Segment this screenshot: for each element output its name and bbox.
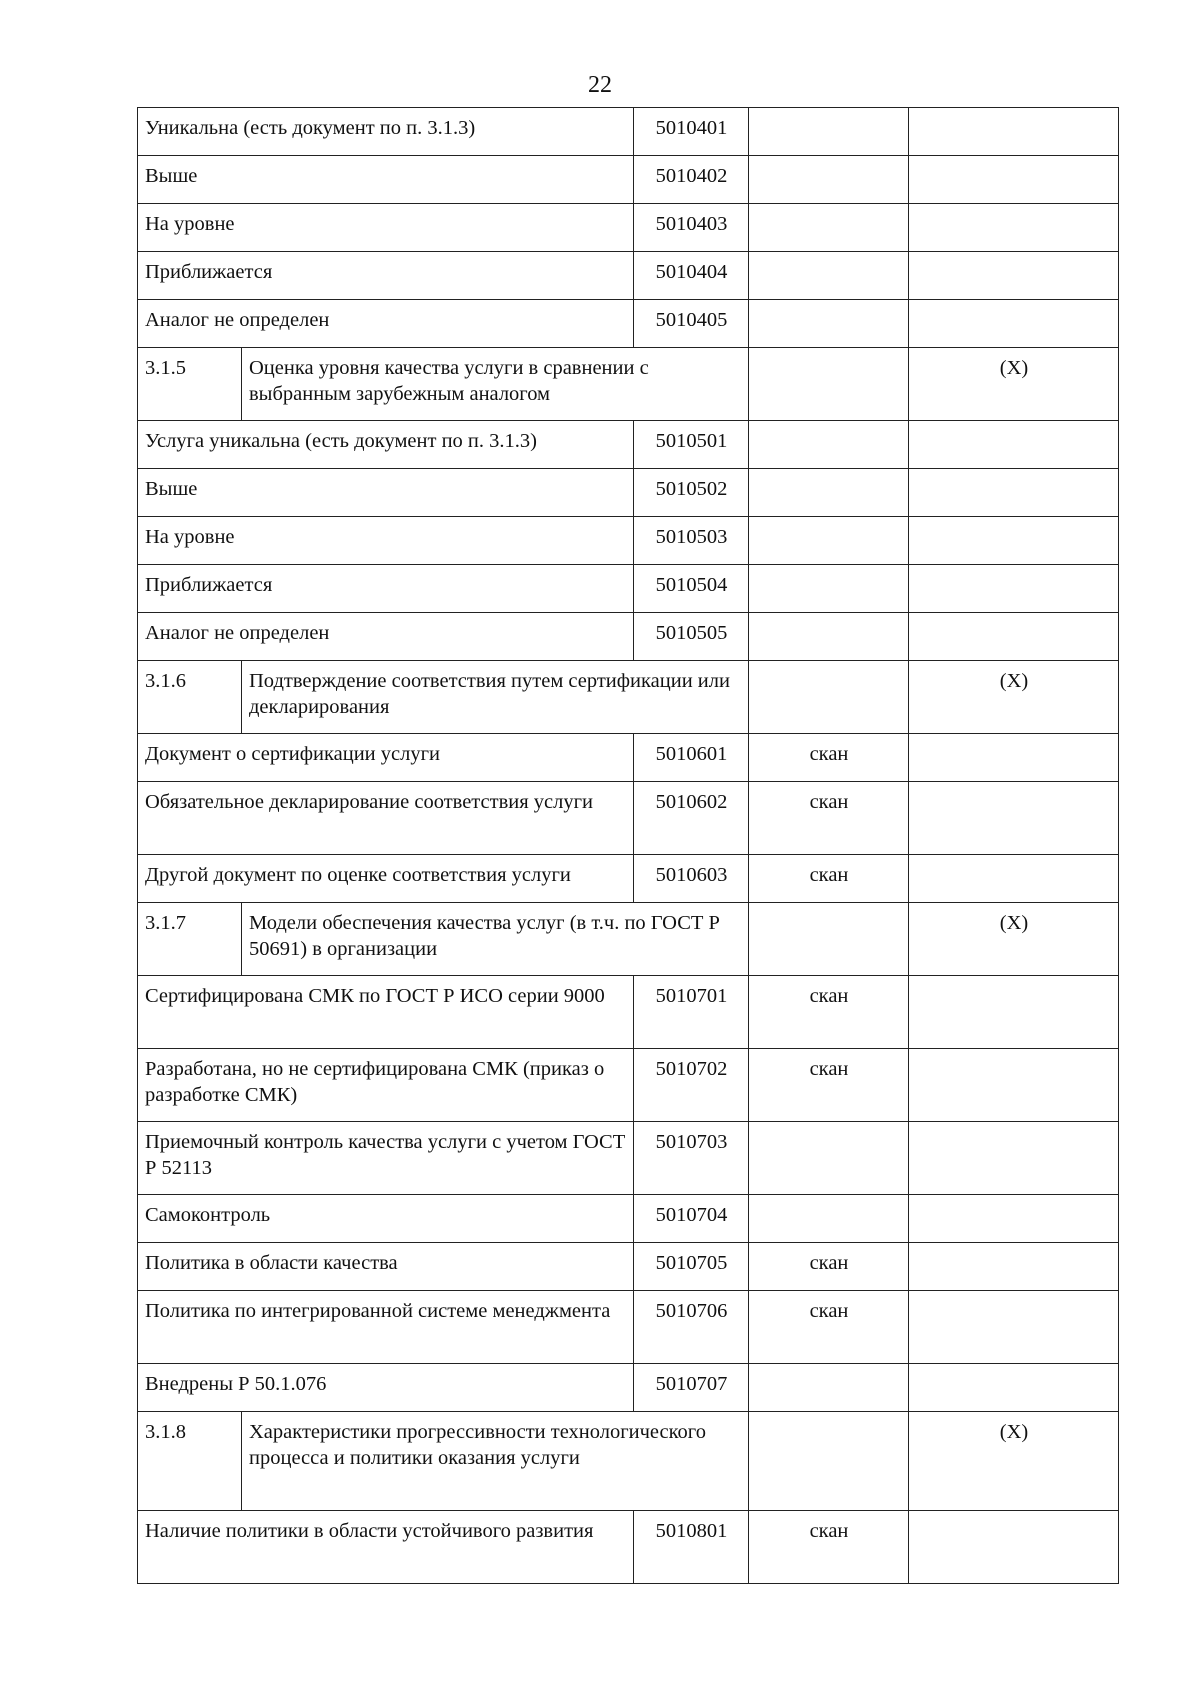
section-number: 3.1.5 [138, 348, 242, 421]
item-row [138, 1049, 1119, 1122]
empty-cell [909, 469, 1119, 517]
scan-mark [749, 156, 909, 204]
item-label: Аналог не определен [138, 300, 634, 348]
item-label: Выше [138, 469, 634, 517]
scan-mark: скан [749, 1049, 909, 1122]
empty-cell [909, 976, 1119, 1049]
empty-cell [909, 517, 1119, 565]
section-title: Подтверждение соответствия путем сертификации или декларирования [242, 661, 749, 734]
item-code: 5010401 [634, 108, 749, 156]
empty-cell [749, 661, 909, 734]
empty-cell [749, 1412, 909, 1511]
item-label: На уровне [138, 517, 634, 565]
empty-cell [909, 421, 1119, 469]
applicability-mark: (Х) [909, 348, 1119, 421]
section-title: Модели обеспечения качества услуг (в т.ч. по ГОСТ Р 50691) в организации [242, 903, 749, 976]
empty-cell [909, 1291, 1119, 1364]
scan-mark: скан [749, 976, 909, 1049]
scan-mark [749, 613, 909, 661]
section-number: 3.1.7 [138, 903, 242, 976]
item-row [138, 613, 1119, 661]
section-number: 3.1.8 [138, 1412, 242, 1511]
page-number: 22 [588, 72, 612, 98]
item-label: Политика по интегрированной системе менеджмента [138, 1291, 634, 1364]
item-label: Приемочный контроль качества услуги с учетом ГОСТ Р 52113 [138, 1122, 634, 1195]
item-label: Приближается [138, 252, 634, 300]
empty-cell [909, 782, 1119, 855]
empty-cell [909, 1122, 1119, 1195]
item-code: 5010505 [634, 613, 749, 661]
scan-mark [749, 1195, 909, 1243]
item-label: Внедрены Р 50.1.076 [138, 1364, 634, 1412]
item-code: 5010404 [634, 252, 749, 300]
section-row [138, 661, 1119, 734]
item-row [138, 976, 1119, 1049]
item-code: 5010502 [634, 469, 749, 517]
scan-mark [749, 252, 909, 300]
section-row [138, 348, 1119, 421]
item-label: Разработана, но не сертифицирована СМК (приказ о разработке СМК) [138, 1049, 634, 1122]
item-row [138, 252, 1119, 300]
empty-cell [909, 1243, 1119, 1291]
item-label: На уровне [138, 204, 634, 252]
scan-mark [749, 108, 909, 156]
empty-cell [909, 1049, 1119, 1122]
item-row [138, 156, 1119, 204]
item-label: Услуга уникальна (есть документ по п. 3.1.3) [138, 421, 634, 469]
item-row [138, 1195, 1119, 1243]
empty-cell [909, 1364, 1119, 1412]
section-row [138, 903, 1119, 976]
empty-cell [749, 903, 909, 976]
item-row [138, 1243, 1119, 1291]
item-code: 5010707 [634, 1364, 749, 1412]
item-row [138, 1511, 1119, 1584]
item-label: Документ о сертификации услуги [138, 734, 634, 782]
section-title: Оценка уровня качества услуги в сравнении с выбранным зарубежным аналогом [242, 348, 749, 421]
scan-mark: скан [749, 855, 909, 903]
item-label: Самоконтроль [138, 1195, 634, 1243]
item-row [138, 565, 1119, 613]
item-label: Наличие политики в области устойчивого развития [138, 1511, 634, 1584]
item-row [138, 782, 1119, 855]
scan-mark [749, 469, 909, 517]
applicability-mark: (Х) [909, 903, 1119, 976]
scan-mark: скан [749, 782, 909, 855]
section-row [138, 1412, 1119, 1511]
item-code: 5010503 [634, 517, 749, 565]
item-row [138, 1364, 1119, 1412]
scan-mark [749, 565, 909, 613]
item-row [138, 855, 1119, 903]
item-code: 5010701 [634, 976, 749, 1049]
scan-mark [749, 1122, 909, 1195]
item-code: 5010601 [634, 734, 749, 782]
item-code: 5010405 [634, 300, 749, 348]
empty-cell [909, 1511, 1119, 1584]
item-label: Выше [138, 156, 634, 204]
item-code: 5010402 [634, 156, 749, 204]
item-label: Политика в области качества [138, 1243, 634, 1291]
scan-mark: скан [749, 1291, 909, 1364]
item-label: Обязательное декларирование соответствия услуги [138, 782, 634, 855]
scan-mark [749, 1364, 909, 1412]
item-code: 5010702 [634, 1049, 749, 1122]
section-number: 3.1.6 [138, 661, 242, 734]
applicability-mark: (Х) [909, 661, 1119, 734]
item-code: 5010602 [634, 782, 749, 855]
item-row [138, 108, 1119, 156]
empty-cell [909, 565, 1119, 613]
scan-mark [749, 421, 909, 469]
scan-mark [749, 204, 909, 252]
item-label: Приближается [138, 565, 634, 613]
empty-cell [909, 855, 1119, 903]
item-row [138, 1291, 1119, 1364]
item-row [138, 734, 1119, 782]
scan-mark [749, 300, 909, 348]
item-code: 5010403 [634, 204, 749, 252]
item-code: 5010704 [634, 1195, 749, 1243]
empty-cell [909, 252, 1119, 300]
item-code: 5010603 [634, 855, 749, 903]
item-code: 5010801 [634, 1511, 749, 1584]
item-row [138, 517, 1119, 565]
scan-mark: скан [749, 734, 909, 782]
item-row [138, 204, 1119, 252]
item-label: Уникальна (есть документ по п. 3.1.3) [138, 108, 634, 156]
item-row [138, 421, 1119, 469]
section-title: Характеристики прогрессивности технологического процесса и политики оказания услуги [242, 1412, 749, 1511]
empty-cell [909, 156, 1119, 204]
item-code: 5010501 [634, 421, 749, 469]
document-table [137, 107, 1119, 1584]
item-code: 5010705 [634, 1243, 749, 1291]
item-code: 5010706 [634, 1291, 749, 1364]
empty-cell [749, 348, 909, 421]
item-row [138, 1122, 1119, 1195]
empty-cell [909, 108, 1119, 156]
item-row [138, 469, 1119, 517]
empty-cell [909, 300, 1119, 348]
item-label: Сертифицирована СМК по ГОСТ Р ИСО серии 9000 [138, 976, 634, 1049]
scan-mark: скан [749, 1243, 909, 1291]
empty-cell [909, 734, 1119, 782]
item-label: Другой документ по оценке соответствия услуги [138, 855, 634, 903]
item-label: Аналог не определен [138, 613, 634, 661]
applicability-mark: (Х) [909, 1412, 1119, 1511]
scan-mark [749, 517, 909, 565]
item-row [138, 300, 1119, 348]
empty-cell [909, 613, 1119, 661]
empty-cell [909, 1195, 1119, 1243]
item-code: 5010703 [634, 1122, 749, 1195]
item-code: 5010504 [634, 565, 749, 613]
scan-mark: скан [749, 1511, 909, 1584]
empty-cell [909, 204, 1119, 252]
